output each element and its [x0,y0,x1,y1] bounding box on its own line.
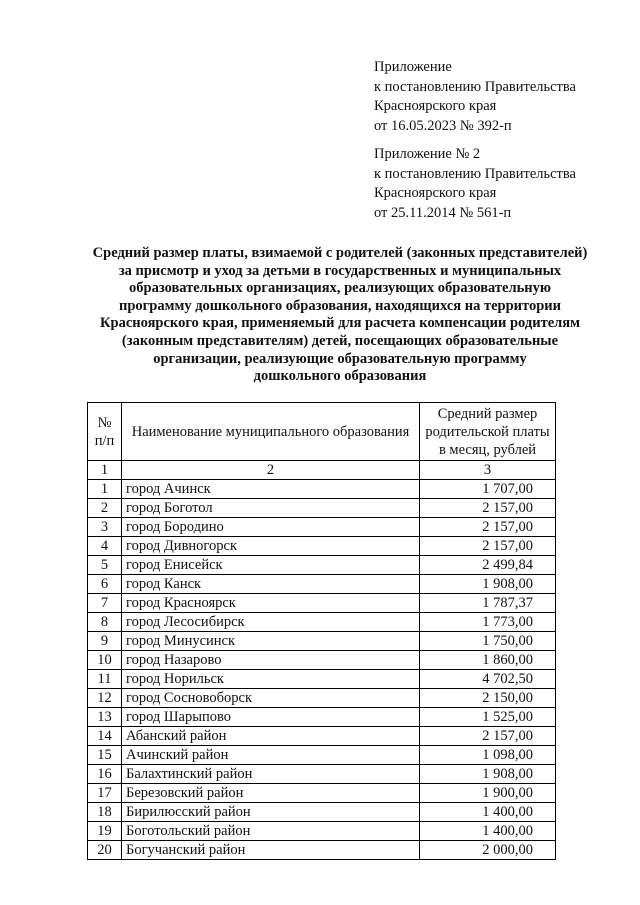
municipality-name: Бирилюсский район [122,803,420,822]
appendix-line: к постановлению Правительства [374,78,576,95]
table-row [88,727,556,746]
table-row [88,632,556,651]
table-row [88,518,556,537]
row-number: 4 [88,537,122,556]
municipality-name: город Ачинск [122,480,420,499]
municipality-name: город Лесосибирск [122,613,420,632]
row-number: 5 [88,556,122,575]
header-average-fee: Средний размер родительской платы в месяц, рублей [420,403,556,461]
appendix-line: к постановлению Правительства [374,165,576,182]
municipality-name: город Канск [122,575,420,594]
table-row [88,746,556,765]
municipality-name: город Красноярск [122,594,420,613]
average-fee-value: 2 157,00 [420,727,556,746]
table-row [88,594,556,613]
row-number: 1 [88,480,122,499]
row-number: 11 [88,670,122,689]
average-fee-value: 1 900,00 [420,784,556,803]
table-row [88,556,556,575]
municipality-name: город Сосновоборск [122,689,420,708]
average-fee-value: 2 157,00 [420,499,556,518]
row-number: 18 [88,803,122,822]
average-fee-value: 2 150,00 [420,689,556,708]
table-body [88,461,556,860]
title-line: за присмотр и уход за детьми в государственных и муниципальных [118,262,562,279]
table-row [88,803,556,822]
average-fee-value: 1 098,00 [420,746,556,765]
row-number: 7 [88,594,122,613]
row-number: 13 [88,708,122,727]
document-title [60,245,620,386]
table-row [88,651,556,670]
appendix-line: от 16.05.2023 № 392-п [374,117,512,134]
title-line: образовательных организациях, реализующих образовательную [129,280,551,297]
table-header-row [88,403,556,461]
table-row [88,537,556,556]
average-fee-value: 1 400,00 [420,822,556,841]
municipality-name: Боготольский район [122,822,420,841]
row-number: 15 [88,746,122,765]
average-fee-value: 1 908,00 [420,765,556,784]
municipality-name: Балахтинский район [122,765,420,784]
average-fee-value: 1 525,00 [420,708,556,727]
row-number: 14 [88,727,122,746]
title-line: дошкольного образования [253,368,427,385]
average-fee-value: 4 702,50 [420,670,556,689]
average-fee-value: 2 000,00 [420,841,556,860]
column-index: 1 [88,461,122,480]
average-fee-value: 1 707,00 [420,480,556,499]
municipality-name: Березовский район [122,784,420,803]
municipality-name: Ачинский район [122,746,420,765]
municipality-name: город Шарыпово [122,708,420,727]
title-line: программу дошкольного образования, находящихся на территории [119,297,561,314]
appendix-line: Красноярского края [374,185,497,201]
average-fee-value: 2 157,00 [420,518,556,537]
table-row [88,708,556,727]
municipality-name: город Минусинск [122,632,420,651]
municipality-name: город Енисейск [122,556,420,575]
row-number: 16 [88,765,122,784]
municipality-name: город Боготол [122,499,420,518]
average-fee-value: 1 908,00 [420,575,556,594]
municipality-name: город Бородино [122,518,420,537]
table-row [88,480,556,499]
row-number: 3 [88,518,122,537]
appendix-line: Красноярского края [374,98,497,114]
appendix-line: от 25.11.2014 № 561-п [374,204,512,221]
row-number: 19 [88,822,122,841]
row-number: 10 [88,651,122,670]
title-line: (законным представителям) детей, посещающих образовательные [121,332,559,349]
table-row [88,613,556,632]
appendix-line: Приложение № 2 [374,146,481,162]
average-fee-value: 1 750,00 [420,632,556,651]
row-number: 12 [88,689,122,708]
row-number: 17 [88,784,122,803]
column-index: 3 [420,461,556,480]
header-municipality: Наименование муниципального образования [122,403,420,461]
row-number: 6 [88,575,122,594]
title-line: Красноярского края, применяемый для расчета компенсации родителям [99,315,580,332]
average-fee-value: 1 773,00 [420,613,556,632]
table-row [88,822,556,841]
table-row [88,499,556,518]
table-row [88,765,556,784]
average-fee-value: 2 157,00 [420,537,556,556]
municipality-name: Богучанский район [122,841,420,860]
row-number: 20 [88,841,122,860]
row-number: 2 [88,499,122,518]
fee-table [87,402,556,860]
appendix-current-block [374,58,624,136]
table-row [88,841,556,860]
table-row [88,670,556,689]
table-row [88,575,556,594]
column-index: 2 [122,461,420,480]
average-fee-value: 1 400,00 [420,803,556,822]
municipality-name: город Назарово [122,651,420,670]
average-fee-value: 1 860,00 [420,651,556,670]
row-number: 8 [88,613,122,632]
appendix-line: Приложение [374,59,452,75]
municipality-name: Абанский район [122,727,420,746]
column-index-row [88,461,556,480]
table-row [88,784,556,803]
municipality-name: город Дивногорск [122,537,420,556]
average-fee-value: 1 787,37 [420,594,556,613]
table-row [88,689,556,708]
municipality-name: город Норильск [122,670,420,689]
appendix-original-block [374,145,624,223]
average-fee-value: 2 499,84 [420,556,556,575]
title-line: Средний размер платы, взимаемой с родителей (законных представителей) [92,245,588,261]
row-number: 9 [88,632,122,651]
title-line: организации, реализующие образовательную программу [153,350,527,367]
header-number: № п/п [88,403,122,461]
